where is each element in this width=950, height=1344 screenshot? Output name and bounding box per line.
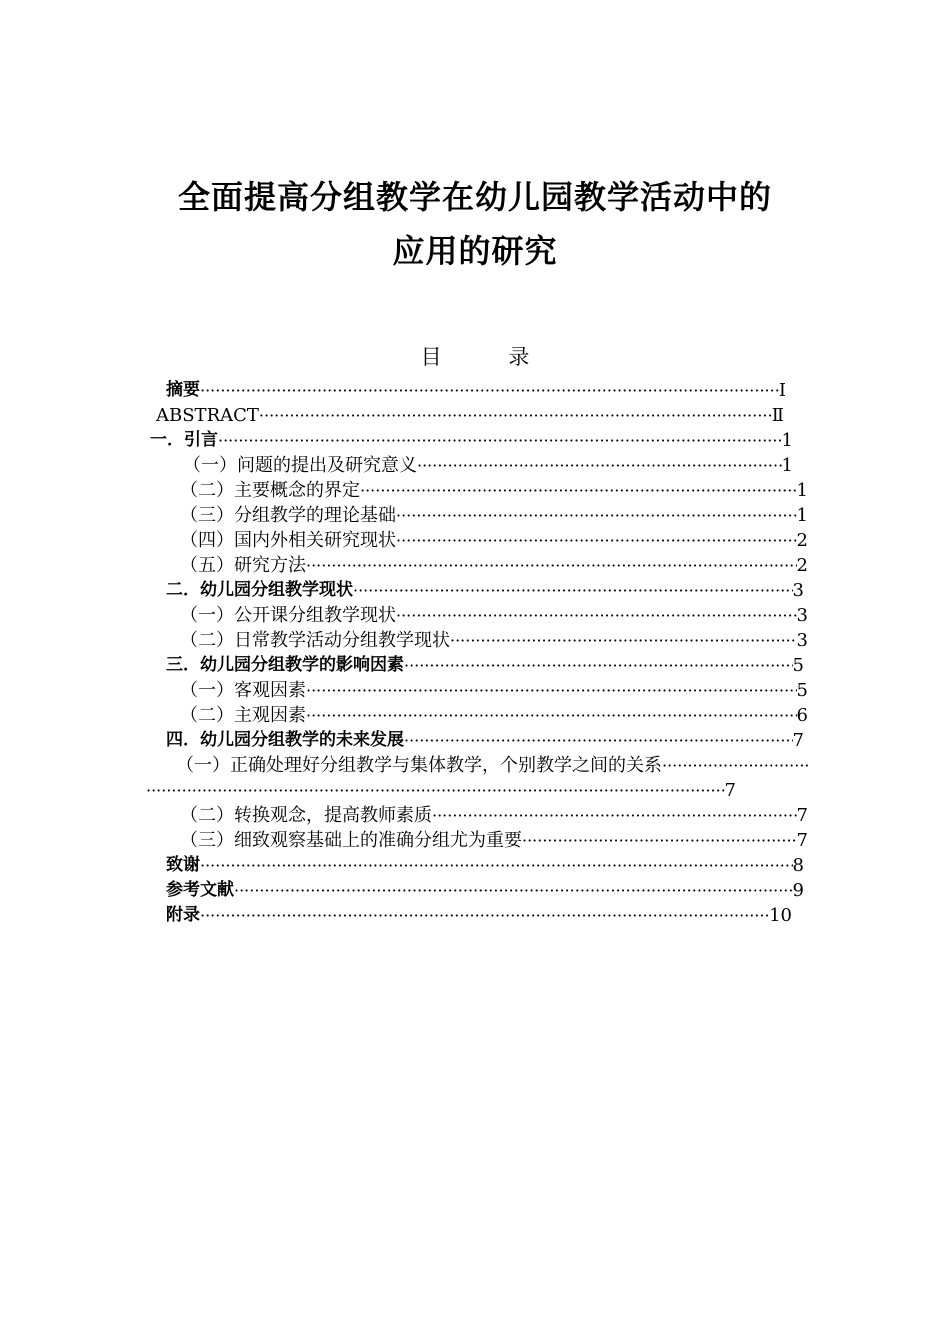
toc-leader-dots [396, 503, 797, 528]
toc-entry-page: 1 [796, 480, 808, 501]
toc-entry-chapter-3[interactable] [166, 653, 804, 678]
toc-entry-4-1[interactable] [176, 753, 810, 778]
toc-leader-dots [353, 578, 793, 603]
toc-entry-4-1-continued[interactable] [146, 778, 736, 803]
toc-entry-page: 2 [796, 555, 808, 576]
toc-leader-dots [360, 478, 797, 503]
toc-entry-label: （一）公开课分组教学现状 [180, 605, 396, 626]
toc-entry-page: 1 [781, 430, 793, 451]
toc-leader-dots [450, 628, 797, 653]
toc-leader-dots [404, 728, 793, 753]
toc-leader-dots [396, 528, 797, 553]
toc-entry-label: （二）主要概念的界定 [180, 480, 360, 501]
toc-entry-page: 7 [724, 780, 736, 801]
toc-leader-dots [234, 878, 793, 903]
toc-entry-label: 四．幼儿园分组教学的未来发展 [166, 730, 404, 750]
toc-entry-label: （二）日常教学活动分组教学现状 [180, 630, 450, 651]
toc-entry-label: （三）细致观察基础上的准确分组尤为重要 [180, 830, 522, 851]
toc-entry-label: 摘要 [166, 380, 200, 400]
toc-entry-page: Ⅱ [771, 405, 784, 426]
toc-entry-page: 5 [796, 680, 808, 701]
toc-entry-page: 5 [792, 655, 804, 676]
toc-entry-label: 二．幼儿园分组教学现状 [166, 580, 353, 600]
toc-entry-label: （一）正确处理好分组教学与集体教学，个别教学之间的关系 [176, 755, 662, 776]
toc-entry-page: 3 [796, 605, 808, 626]
toc-entry-page: 3 [792, 580, 804, 601]
toc-entry-1-4[interactable] [180, 528, 808, 553]
toc-entry-page: 9 [792, 880, 804, 901]
toc-leader-dots [306, 703, 797, 728]
toc-entry-page: 6 [796, 705, 808, 726]
toc-heading: 目 录 [420, 345, 560, 369]
toc-entry-4-3[interactable] [180, 828, 808, 853]
toc-entry-abstract-cn[interactable] [166, 378, 786, 403]
toc-leader-dots [200, 378, 779, 403]
toc-entry-abstract-en[interactable] [156, 403, 784, 428]
toc-entry-1-2[interactable] [180, 478, 808, 503]
toc-entry-2-1[interactable] [180, 603, 808, 628]
toc-entry-2-2[interactable] [180, 628, 808, 653]
toc-entry-chapter-4[interactable] [166, 728, 804, 753]
toc-entry-label: 一．引言 [150, 430, 218, 450]
toc-entry-acknowledgements[interactable] [166, 853, 804, 878]
toc-entry-chapter-1[interactable] [150, 428, 793, 453]
toc-leader-dots [396, 603, 797, 628]
toc-entry-page: 2 [796, 530, 808, 551]
toc-leader-dots [522, 828, 797, 853]
toc-entry-label: （二）转换观念，提高教师素质 [180, 805, 432, 826]
toc-leader-dots [417, 453, 782, 478]
toc-entry-label: （四）国内外相关研究现状 [180, 530, 396, 551]
toc-entry-label: （一）问题的提出及研究意义 [183, 455, 417, 476]
toc-leader-dots [218, 428, 782, 453]
toc-leader-dots [146, 778, 725, 803]
document-title-line-2: 应用的研究 [392, 232, 558, 270]
toc-entry-1-1[interactable] [183, 453, 793, 478]
toc-leader-dots [404, 653, 793, 678]
toc-entry-label: ABSTRACT [156, 405, 259, 426]
toc-entry-label: （五）研究方法 [180, 555, 306, 576]
toc-entry-1-5[interactable] [180, 553, 808, 578]
toc-entry-label: 参考文献 [166, 880, 234, 900]
toc-entry-3-1[interactable] [180, 678, 808, 703]
toc-entry-1-3[interactable] [180, 503, 808, 528]
toc-leader-dots [306, 678, 797, 703]
document-title-line-1: 全面提高分组教学在幼儿园教学活动中的 [177, 178, 772, 216]
toc-entry-page: 7 [796, 830, 808, 851]
toc-entry-chapter-2[interactable] [166, 578, 804, 603]
toc-entry-page: 7 [792, 730, 804, 751]
toc-leader-dots [662, 753, 810, 778]
toc-entry-page: 3 [796, 630, 808, 651]
toc-leader-dots [200, 903, 769, 928]
toc-entry-label: （三）分组教学的理论基础 [180, 505, 396, 526]
toc-leader-dots [432, 803, 797, 828]
toc-entry-label: （一）客观因素 [180, 680, 306, 701]
toc-entry-page: 7 [796, 805, 808, 826]
toc-entry-references[interactable] [166, 878, 804, 903]
toc-leader-dots [200, 853, 793, 878]
toc-leader-dots [259, 403, 772, 428]
toc-entry-appendix[interactable] [166, 903, 792, 928]
toc-entry-3-2[interactable] [180, 703, 808, 728]
toc-entry-page: 8 [792, 855, 804, 876]
toc-entry-page: Ⅰ [778, 380, 786, 401]
toc-entry-page: 10 [769, 905, 792, 926]
toc-entry-page: 1 [781, 455, 793, 476]
toc-entry-label: 致谢 [166, 855, 200, 875]
toc-entry-4-2[interactable] [180, 803, 808, 828]
toc-leader-dots [306, 553, 797, 578]
toc-entry-label: 三．幼儿园分组教学的影响因素 [166, 655, 404, 675]
toc-entry-label: （二）主观因素 [180, 705, 306, 726]
toc-entry-page: 1 [796, 505, 808, 526]
toc-entry-label: 附录 [166, 905, 200, 925]
